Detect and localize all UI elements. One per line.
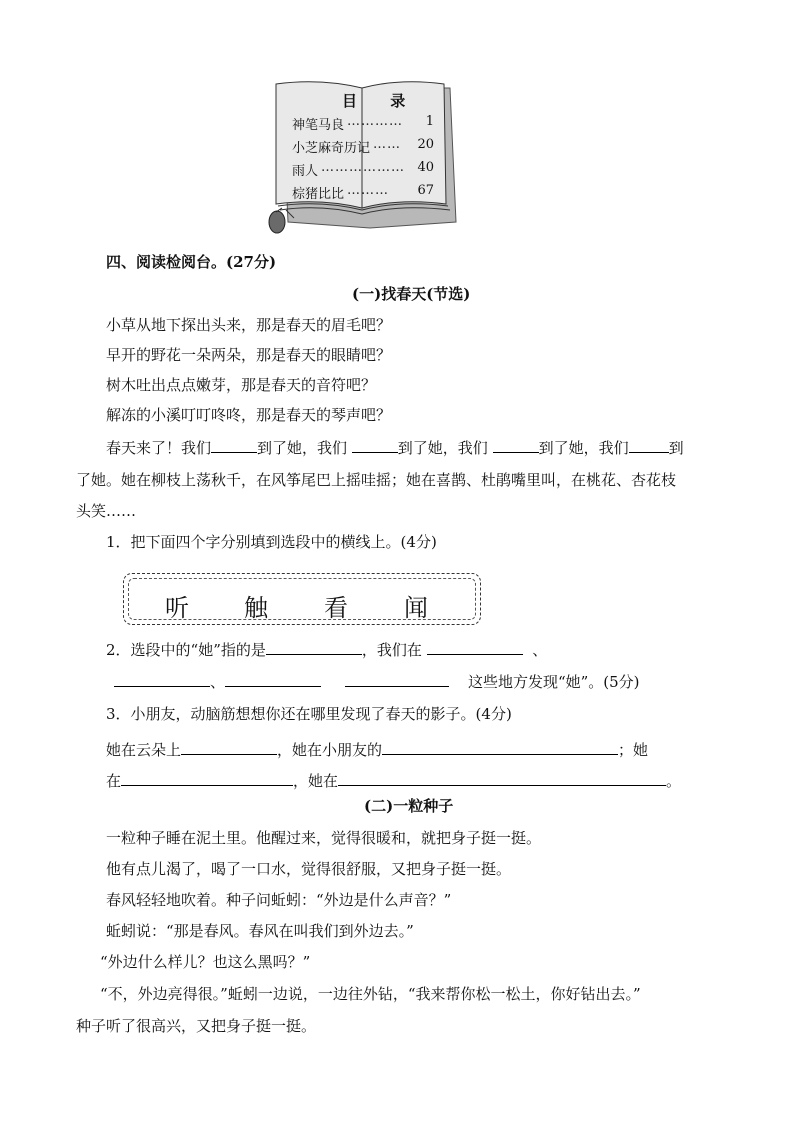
- passage-line: 树木吐出点点嫩芽，那是春天的音符吧？: [106, 376, 377, 394]
- text-segment: 2．选段中的“她”指的是: [106, 641, 266, 659]
- text-segment: 。: [666, 772, 682, 790]
- fill-blank[interactable]: [427, 640, 523, 655]
- passage1-title: (一)找春天(节选): [352, 285, 471, 303]
- section-heading: 四、阅读检阅台。(27分): [106, 253, 277, 271]
- toc-entry-title: 小芝麻奇历记: [292, 141, 371, 156]
- passage-line: 他有点儿渴了，喝了一口水，觉得很舒服，又把身子挺一挺。: [106, 860, 512, 878]
- passage-line: 头笑……: [76, 502, 137, 520]
- fill-blank[interactable]: [211, 438, 257, 453]
- fill-blank[interactable]: [266, 640, 362, 655]
- fill-blank[interactable]: [225, 672, 321, 687]
- text-segment: ；她: [618, 741, 649, 759]
- fill-blank[interactable]: [338, 771, 666, 786]
- text-segment: ，她在: [293, 772, 339, 790]
- passage-line: “外边什么样儿？也这么黑吗？”: [100, 953, 311, 971]
- fill-blank[interactable]: [121, 771, 293, 786]
- toc-entry: [292, 137, 434, 156]
- fill-blank[interactable]: [493, 438, 539, 453]
- fill-blank[interactable]: [114, 672, 210, 687]
- toc-entry: [292, 114, 434, 133]
- text-segment: 、: [532, 641, 548, 659]
- passage-line: 了她。她在柳枝上荡秋千，在风筝尾巴上摇哇摇；她在喜鹊、杜鹃嘴里叫，在桃花、杏花枝: [76, 471, 677, 489]
- toc-entry-dots: ……: [373, 137, 402, 152]
- word-char: 听: [165, 594, 189, 622]
- passage-line: 一粒种子睡在泥土里。他醒过来，觉得很暖和，就把身子挺一挺。: [106, 829, 542, 847]
- toc-entry-title: 神笔马良: [292, 118, 345, 133]
- text-segment: 这些地方发现“她”。(5分): [467, 673, 640, 691]
- toc-entry-title: 棕猪比比: [292, 187, 345, 202]
- text-segment: 到了她，我们: [397, 439, 493, 457]
- passage-line: “不，外边亮得很。”蚯蚓一边说，一边往外钻，“我来帮你松一松土，你好钻出去。”: [100, 985, 641, 1003]
- text-segment: 在: [106, 772, 122, 790]
- toc-title: 目 录: [342, 92, 420, 110]
- toc-entry-title: 雨人: [292, 164, 319, 179]
- passage-line: 解冻的小溪叮叮咚咚，那是春天的琴声吧？: [106, 406, 392, 424]
- fill-blank[interactable]: [181, 740, 277, 755]
- toc-entry-dots: ………………: [321, 160, 406, 175]
- question-2-line2: [114, 672, 640, 692]
- question-3-line2: [106, 771, 681, 791]
- passage-line: 小草从地下探出头来，那是春天的眉毛吧？: [106, 316, 392, 334]
- toc-entry-page: 20: [417, 137, 434, 152]
- word-char: 看: [324, 594, 348, 622]
- toc-entry-page: 1: [425, 114, 434, 129]
- question-1: 1．把下面四个字分别填到选段中的横线上。(4分): [106, 533, 437, 551]
- text-segment: 到了她，我们: [538, 439, 629, 457]
- toc-entry-page: 40: [417, 160, 434, 175]
- text-segment: 到: [668, 439, 684, 457]
- text-segment: 春天来了！我们: [106, 439, 212, 457]
- toc-entry: [292, 183, 434, 202]
- question-3-line1: [106, 740, 648, 760]
- toc-entry-dots: …………: [347, 114, 404, 129]
- word-char: 触: [244, 594, 268, 622]
- question-2-line1: [106, 640, 547, 660]
- toc-entry: [292, 160, 434, 179]
- text-segment: 、: [210, 673, 226, 691]
- fill-blank[interactable]: [382, 740, 618, 755]
- text-segment: ，她在小朋友的: [277, 741, 383, 759]
- passage-line: 春风轻轻地吹着。种子问蚯蚓：“外边是什么声音？”: [106, 891, 452, 909]
- question-3: 3．小朋友，动脑筋想想你还在哪里发现了春天的影子。(4分): [106, 705, 512, 723]
- passage-line: 种子听了很高兴，又把身子挺一挺。: [76, 1017, 317, 1035]
- word-char: 闻: [404, 594, 428, 622]
- toc-entry-page: 67: [417, 183, 434, 198]
- passage2-title: (二)一粒种子: [364, 797, 454, 815]
- text-segment: 她在云朵上: [106, 741, 182, 759]
- passage-paragraph: [106, 438, 684, 458]
- fill-blank[interactable]: [629, 438, 669, 453]
- toc-entry-dots: ………: [347, 183, 390, 198]
- fill-blank[interactable]: [352, 438, 398, 453]
- passage-line: 蚯蚓说：“那是春风。春风在叫我们到外边去。”: [106, 922, 414, 940]
- fill-blank[interactable]: [345, 672, 449, 687]
- text-segment: ，我们在: [361, 641, 422, 659]
- text-segment: 到了她，我们: [257, 439, 352, 457]
- passage-line: 早开的野花一朵两朵，那是春天的眼睛吧？: [106, 346, 392, 364]
